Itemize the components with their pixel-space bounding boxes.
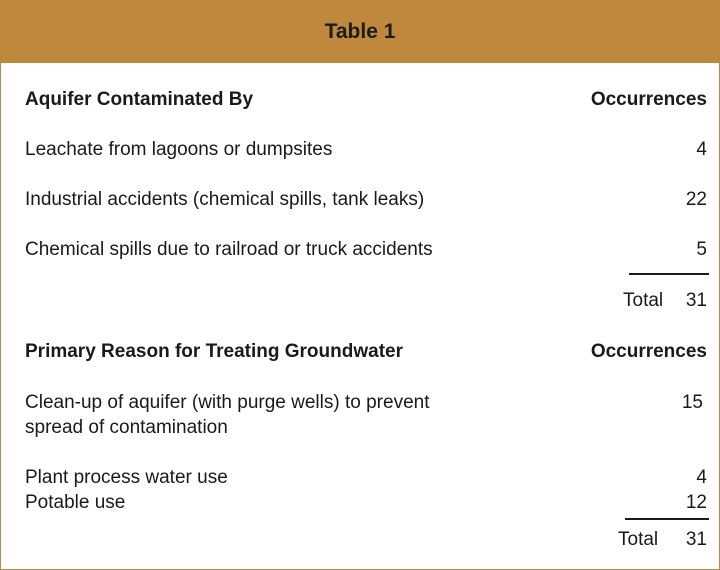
section2-total-label: Total — [618, 529, 659, 550]
section2-row-label: Potable use — [25, 492, 126, 513]
section2-row-label-continued: spread of contamination — [25, 417, 228, 438]
section2-row-label: Clean-up of aquifer (with purge wells) to prevent — [25, 392, 430, 413]
section1-header-label: Aquifer Contaminated By — [25, 89, 254, 110]
section1-row-label: Chemical spills due to railroad or truck accidents — [25, 239, 433, 260]
section2-total-rule — [625, 518, 709, 520]
section2-row-value: 15 — [681, 392, 703, 413]
table-title: Table 1 — [324, 20, 396, 43]
section1-total-rule — [629, 273, 709, 275]
section2-total-value: 31 — [685, 529, 707, 550]
section1-total-value: 31 — [685, 290, 707, 311]
section2-row-value: 4 — [696, 467, 707, 488]
section2-header-occurrences: Occurrences — [590, 341, 707, 362]
section2-row-value: 12 — [685, 492, 707, 513]
section1-row-label: Leachate from lagoons or dumpsites — [25, 139, 333, 160]
section1-total-label: Total — [623, 290, 664, 311]
section2-row-label: Plant process water use — [25, 467, 228, 488]
section1-row-value: 22 — [685, 189, 707, 210]
section1-row-label: Industrial accidents (chemical spills, tank leaks) — [25, 189, 425, 210]
table-title-bar — [1, 1, 719, 63]
section2-header-label: Primary Reason for Treating Groundwater — [25, 341, 403, 362]
section1-row-value: 5 — [696, 239, 707, 260]
section1-row-value: 4 — [696, 139, 707, 160]
section1-header-occurrences: Occurrences — [590, 89, 707, 110]
